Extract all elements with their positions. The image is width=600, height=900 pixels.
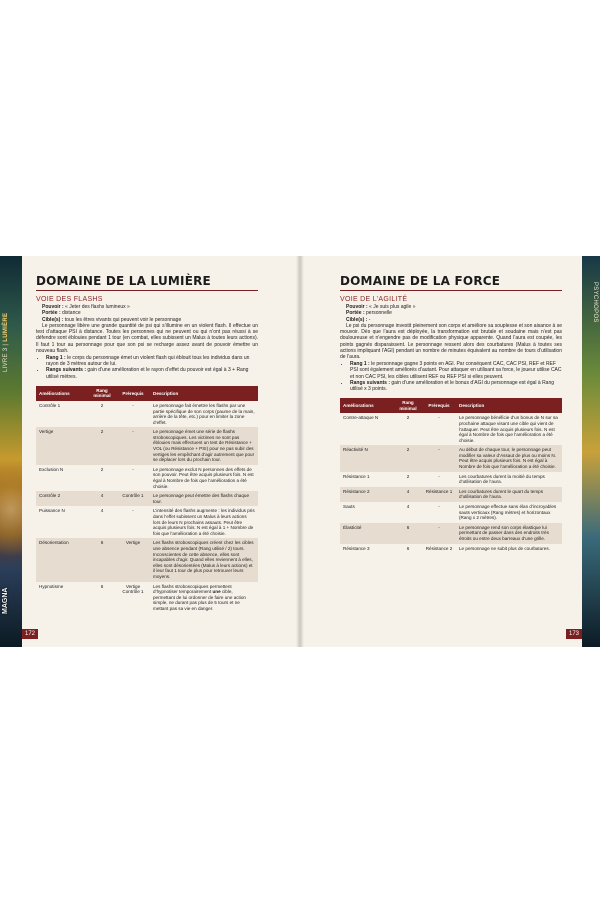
table-header-row xyxy=(36,386,258,401)
description-paragraph: Le personnage libère une grande quantité de psi qui s’illumine en un violent flash. Il effectue un test d’attaque PSI à distance. Toutes les personnes qui ne peuvent ou qui n’ont pas réussi à se défendre sont éblouies pendant 1 tour (en combat, elles subissent un Malus à toutes leurs actions). Il faut 1 tour au personnage pour que son psi se recharge assez avant de pouvoir émettre un nouveau flash. xyxy=(36,322,258,354)
prop-pouvoir: Pouvoir : « Jeter des flashs lumineux » xyxy=(42,304,130,310)
table-row: Contrôle 1 2 - Le personnage fait émettre les flashs par une partie spécifique de son corps (paume de la main, arrière de la tête, etc.) pour en limiter la zone d’effet. xyxy=(36,401,258,427)
col-ameliorations: Améliorations xyxy=(340,398,394,413)
prop-pouvoir: Pouvoir : « Je suis plus agile » xyxy=(346,304,416,310)
table-row: Résistance 1 2 - Les courbatures durent la moitié du temps d’utilisation de l’aura. xyxy=(340,472,562,487)
table-row: Exclusion N 2 - Le personnage exclut N personnes des effets de son pouvoir. Peut être acquis plusieurs fois. N est égal à Nombre de fois que l’amélioration a été choisie. xyxy=(36,465,258,491)
table-row: Sauts 4 - Le personnage effectue sans élan d’incroyables sauts verticaux (Rang mètres) et horizontaux (Rang x 2 mètres). xyxy=(340,502,562,523)
improvements-table xyxy=(340,398,562,553)
rank-list xyxy=(36,355,258,380)
table-header-row xyxy=(340,398,562,413)
col-prerequis: Prérequis xyxy=(116,386,150,401)
power-properties xyxy=(340,304,562,323)
col-prerequis: Prérequis xyxy=(422,398,456,413)
right-content xyxy=(340,274,562,553)
page-title: DOMAINE DE LA LUMIÈRE xyxy=(36,274,258,291)
table-row: Contrôle 2 4 Contrôle 1 Le personnage peut émettre des flashs chaque tour. xyxy=(36,491,258,506)
rank-item: • Rangs suivants : gain d’une amélioration et le bonus d’AGI du personnage est égal à Rang utilisé x 3 points. xyxy=(350,380,562,392)
running-head-emph: LUMIÈRE xyxy=(3,312,9,342)
table-row: Élasticité 6 - Le personnage rend son corps élastique lui permettant de passer dans des endroits très étroits ou entre deux barreaux d’une grille. xyxy=(340,523,562,544)
col-description: Description xyxy=(456,398,562,413)
col-ameliorations: Améliorations xyxy=(36,386,88,401)
right-side-illustration xyxy=(582,256,600,647)
left-page xyxy=(0,256,300,647)
right-running-head: PSYCHOPOS xyxy=(592,282,598,323)
magna-logo: MAGNA xyxy=(2,587,9,614)
left-content xyxy=(36,274,258,614)
table-row: Puissance N 4 - L’intensité des flashs augmente : les individus pris dans l’effet subissent un Malus à leurs actions lors de leurs N prochains assauts. Peut être acquis plusieurs fois. N est égal à 1 + Nombre de fois que l’amélioration a été choisie. xyxy=(36,506,258,538)
table-row: Résistance 3 6 Résistance 2 Le personnage ne subit plus de courbatures. xyxy=(340,544,562,554)
illustration-glow xyxy=(0,466,22,576)
prop-cibles: Cible(s) : - xyxy=(346,316,371,323)
left-side-illustration xyxy=(0,256,22,647)
col-rang: Rang minimal xyxy=(88,386,116,401)
page-number-left: 172 xyxy=(22,629,38,639)
right-page xyxy=(300,256,600,647)
description-paragraph: Le psi du personnage investit pleinement son corps et améliore sa souplesse et son aisance à se mouvoir. Dès que l’aura est déployée, la transformation est brutale et soudaine mais n’est pas douloureuse et n’engendre pas de modification physique apparente. Quand l’aura est coupée, les points gagnés disparaissent. Le personnage ressent alors des courbatures (Malus à toutes ses actions impliquant l’AGI) pendant un nombre de minutes équivalent au nombre de tours d’utilisation de l’aura. xyxy=(340,322,562,360)
rank-item: • Rang 1 : le corps du personnage émet un violent flash qui éblouit tous les individus dans un rayon de 3 mètres autour de lui. xyxy=(46,355,258,367)
page-number-right: 173 xyxy=(566,629,582,639)
table-row: Hypnotisme 6 Vertige Contrôle 1 Les flashs stroboscopiques permettent d’hypnotiser temporairement une cible, permettant de lui ordonner de faire une action simple, ne durant pas plus de 5 tours et ne mettant pas sa vie en danger. xyxy=(36,582,258,614)
book-gutter xyxy=(296,256,304,647)
table-row: Réactivité N 2 - Au début de chaque tour, le personnage peut modifier sa valeur d’Assaut de plus ou moins N. Peut être acquis plusieurs fois. N est égal à Nombre de fois que l’amélioration a été choisie. xyxy=(340,445,562,471)
col-description: Description xyxy=(150,386,258,401)
col-rang: Rang minimal xyxy=(394,398,422,413)
section-title: VOIE DE L’AGILITÉ xyxy=(340,296,408,303)
rank-item: • Rang 1 : le personnage gagne 3 points en AGI. Par conséquent CAC, CAC PSI, REF et REF PSI sont également améliorés d’autant. Pour attaquer en utilisant sa force, le joueur utilise CAC et non CAC PSI, les cibles utilisent REF ou REF PSI si elles peuvent. xyxy=(350,361,562,380)
rank-item: • Rangs suivants : gain d’une amélioration et le rayon d’effet du pouvoir est égal à 3 + Rang utilisé mètres. xyxy=(46,367,258,379)
left-running-head xyxy=(3,282,17,372)
table-row: Vertige 2 - Le personnage émet une série de flashs stroboscopiques. Les victimes ne sont pas éblouies mais effectuent un test de Résistance + VOL (ou Résistance + PSI) pour ne pas subir des vertiges les empêchant d’agir autrement que pour se déplacer lors du prochain tour. xyxy=(36,427,258,465)
table-row: Résistance 2 4 Résistance 1 Les courbatures durent le quart du temps d’utilisation de l’aura. xyxy=(340,487,562,502)
rank-list xyxy=(340,361,562,392)
page-title: DOMAINE DE LA FORCE xyxy=(340,274,562,291)
prop-portee: Portée : personnelle xyxy=(346,310,392,317)
power-properties xyxy=(36,304,258,323)
prop-cibles: Cible(s) : tous les êtres vivants qui peuvent voir le personnage xyxy=(42,316,182,323)
section-title: VOIE DES FLASHS xyxy=(36,296,103,303)
running-head-prefix: LIVRE 3 | xyxy=(3,341,9,372)
table-row: Désorientation 6 Vertige Les flashs stroboscopiques créent chez les cibles une absence pendant (Rang utilisé / 2) tours. Inconscientes de cette absence, elles sont incapables d’agir. Quand elles reviennent à elles, elles sont désorientées (Malus à leurs actions) et il leur faut 1 tour de plus pour retrouver leurs moyens. xyxy=(36,538,258,581)
table-row: Contre-attaque N 2 - Le personnage bénéficie d’un bonus de N sur sa prochaine attaque visant une cible qui vient de l’attaquer. Peut être acquis plusieurs fois. N est égal à Nombre de fois que l’amélioration a été choisie. xyxy=(340,413,562,445)
improvements-table xyxy=(36,386,258,614)
book-spread xyxy=(0,256,600,647)
prop-portee: Portée : distance xyxy=(42,310,81,317)
